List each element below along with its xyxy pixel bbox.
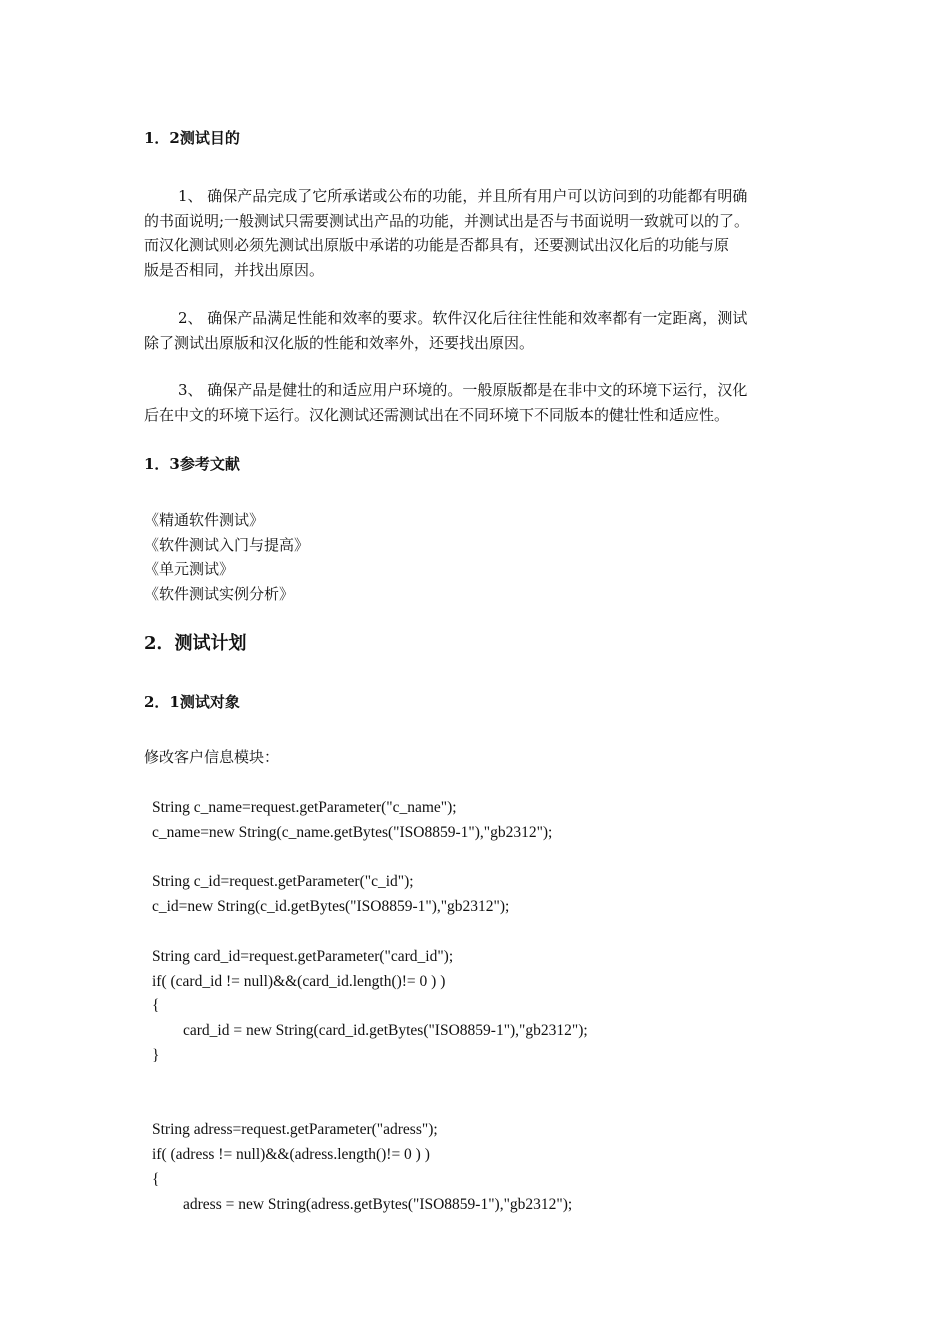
section-title-1-3: 1．3参考文献 — [144, 455, 240, 473]
paragraph-line: 3、 确保产品是健壮的和适应用户环境的。一般原版都是在非中文的环境下运行，汉化 — [178, 381, 748, 399]
code-line: String c_id=request.getParameter("c_id"); — [152, 873, 414, 891]
paragraph-line: 而汉化测试则必须先测试出原版中承诺的功能是否都具有，还要测试出汉化后的功能与原 — [144, 236, 730, 254]
code-line: String card_id=request.getParameter("card_id"); — [152, 947, 454, 965]
paragraph-line: 2、 确保产品满足性能和效率的要求。软件汉化后往往性能和效率都有一定距离，测试 — [178, 309, 748, 327]
code-line — [152, 1094, 588, 1119]
code-line: String c_name=request.getParameter("c_name"); — [152, 799, 457, 816]
code-line: c_id=new String(c_id.getBytes("ISO8859-1"),"gb2312"); — [152, 898, 510, 916]
paragraph-line: 版是否相同，并找出原因。 — [144, 260, 325, 279]
code-line: { — [152, 1170, 160, 1188]
code-line — [152, 1069, 588, 1094]
paragraph-line: 的书面说明;一般测试只需要测试出产品的功能，并测试出是否与书面说明一致就可以的了。 — [144, 211, 750, 230]
section-title-2-1: 2．1测试对象 — [144, 693, 240, 711]
reference-list — [144, 508, 309, 606]
code-line — [152, 920, 588, 945]
code-line: { — [152, 997, 160, 1015]
code-block — [152, 796, 588, 1218]
reference-item: 《精通软件测试》 — [144, 511, 265, 529]
section-title-1-2: 1．2测试目的 — [144, 129, 240, 147]
paragraph-1 — [144, 184, 816, 282]
reference-item: 《单元测试》 — [144, 560, 235, 578]
paragraph-3 — [144, 378, 816, 427]
reference-item: 《软件测试实例分析》 — [144, 584, 295, 603]
code-line: if( (adress != null)&&(adress.length()!= 0 ) ) — [152, 1146, 430, 1164]
code-line — [152, 846, 588, 871]
code-line: if( (card_id != null)&&(card_id.length()!= 0 ) ) — [152, 972, 446, 990]
code-line: adress = new String(adress.getBytes("ISO8859-1"),"gb2312"); — [152, 1195, 573, 1213]
paragraph-line: 除了测试出原版和汉化版的性能和效率外，还要找出原因。 — [144, 333, 535, 352]
paragraph-line: 后在中文的环境下运行。汉化测试还需测试出在不同环境下不同版本的健壮性和适应性。 — [144, 405, 730, 424]
paragraph-2 — [144, 306, 816, 355]
code-line: String adress=request.getParameter("adress"); — [152, 1121, 438, 1139]
module-intro: 修改客户信息模块： — [144, 748, 280, 766]
section-title-2: 2．测试计划 — [144, 633, 247, 654]
paragraph-line: 1、 确保产品完成了它所承诺或公布的功能，并且所有用户可以访问到的功能都有明确 — [178, 187, 748, 205]
reference-item: 《软件测试入门与提高》 — [144, 535, 310, 554]
code-line: card_id = new String(card_id.getBytes("ISO8859-1"),"gb2312"); — [152, 1022, 588, 1040]
code-line: } — [152, 1046, 160, 1064]
code-line: c_name=new String(c_name.getBytes("ISO8859-1"),"gb2312"); — [152, 823, 553, 841]
